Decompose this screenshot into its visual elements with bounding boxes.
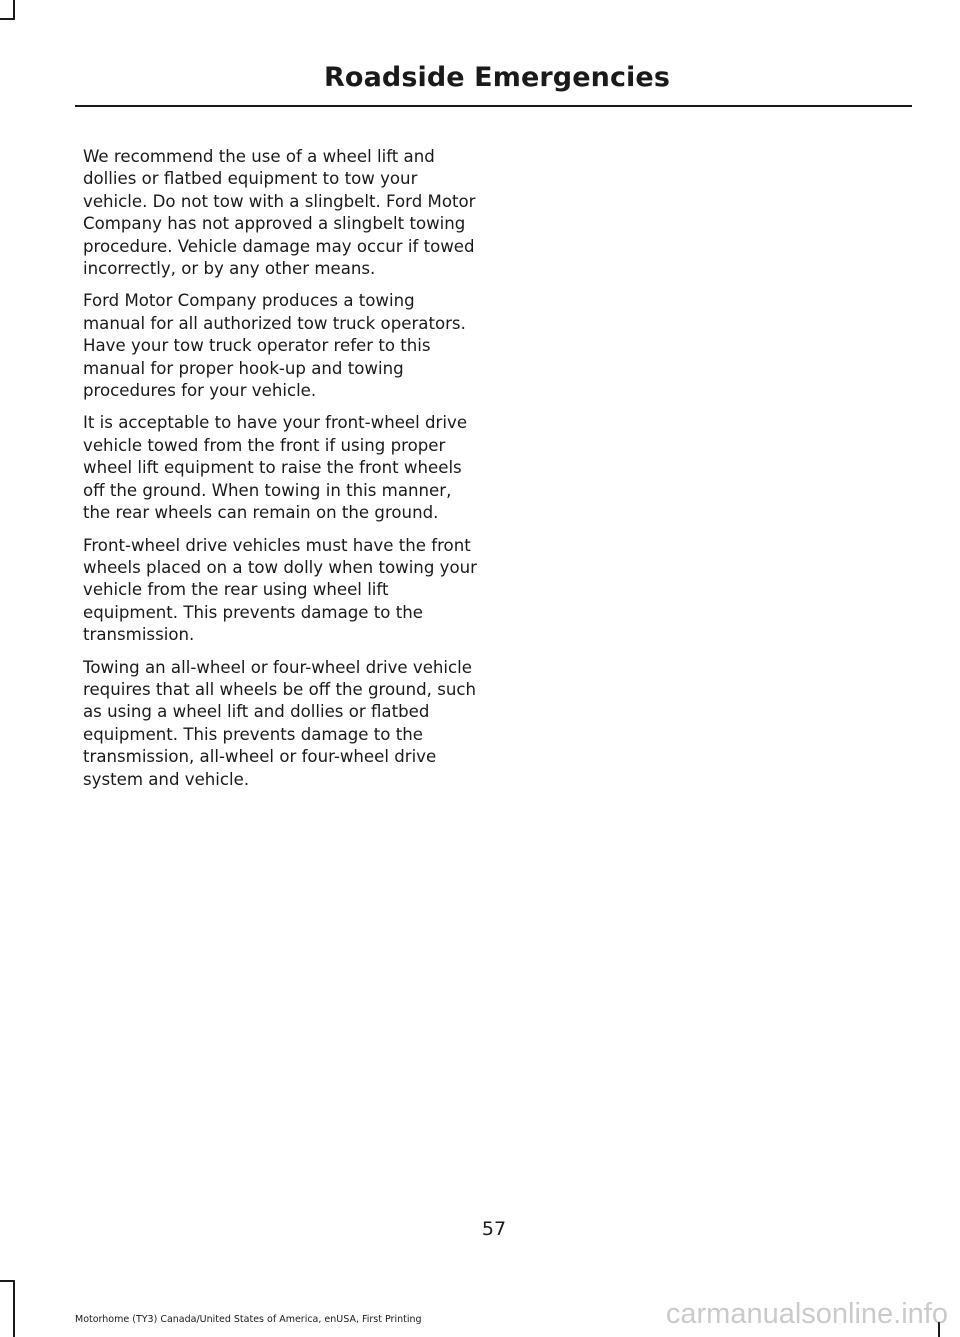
paragraph-front-wheel-rear-tow: Front-wheel drive vehicles must have the front wheels placed on a tow dolly when towing your vehicle from the rear using wheel lift equipment. This prevents damage to the transmission.: [83, 535, 477, 645]
crop-mark-top-left: [13, 0, 15, 20]
page-number: 57: [481, 1218, 507, 1240]
body-text: [83, 146, 478, 801]
crop-mark-bottom-left-horizontal: [0, 1280, 15, 1282]
crop-mark-bottom-left: [13, 1280, 15, 1337]
crop-mark-top-left-horizontal: [0, 18, 15, 20]
watermark: carmanualsonline.info: [665, 1298, 948, 1330]
header-divider: [75, 105, 912, 107]
page-title: Roadside Emergencies: [324, 62, 670, 93]
paragraph-all-wheel-drive: Towing an all-wheel or four-wheel drive vehicle requires that all wheels be off the ground, such as using a wheel lift and dollies or flatbed equipment. This prevents damage to the transmission, all-wheel or four-wheel drive system and vehicle.: [83, 657, 477, 789]
paragraph-towing-equipment: We recommend the use of a wheel lift and dollies or flatbed equipment to tow your vehicle. Do not tow with a slingbelt. Ford Motor Company has not approved a slingbelt towing procedure. Vehicle damage may occur if towed incorrectly, or by any other means.: [83, 147, 476, 279]
footer-edition: Motorhome (TY3) Canada/United States of America, enUSA, First Printing: [75, 1314, 422, 1325]
paragraph-front-wheel-front-tow: It is acceptable to have your front-wheel drive vehicle towed from the front if using proper wheel lift equipment to raise the front wheels off the ground. When towing in this manner, the rear wheels can remain on the ground.: [83, 413, 468, 523]
paragraph-towing-manual: Ford Motor Company produces a towing manual for all authorized tow truck operators. Have your tow truck operator refer to this manual for proper hook-up and towing procedures for your vehicle.: [83, 291, 466, 401]
